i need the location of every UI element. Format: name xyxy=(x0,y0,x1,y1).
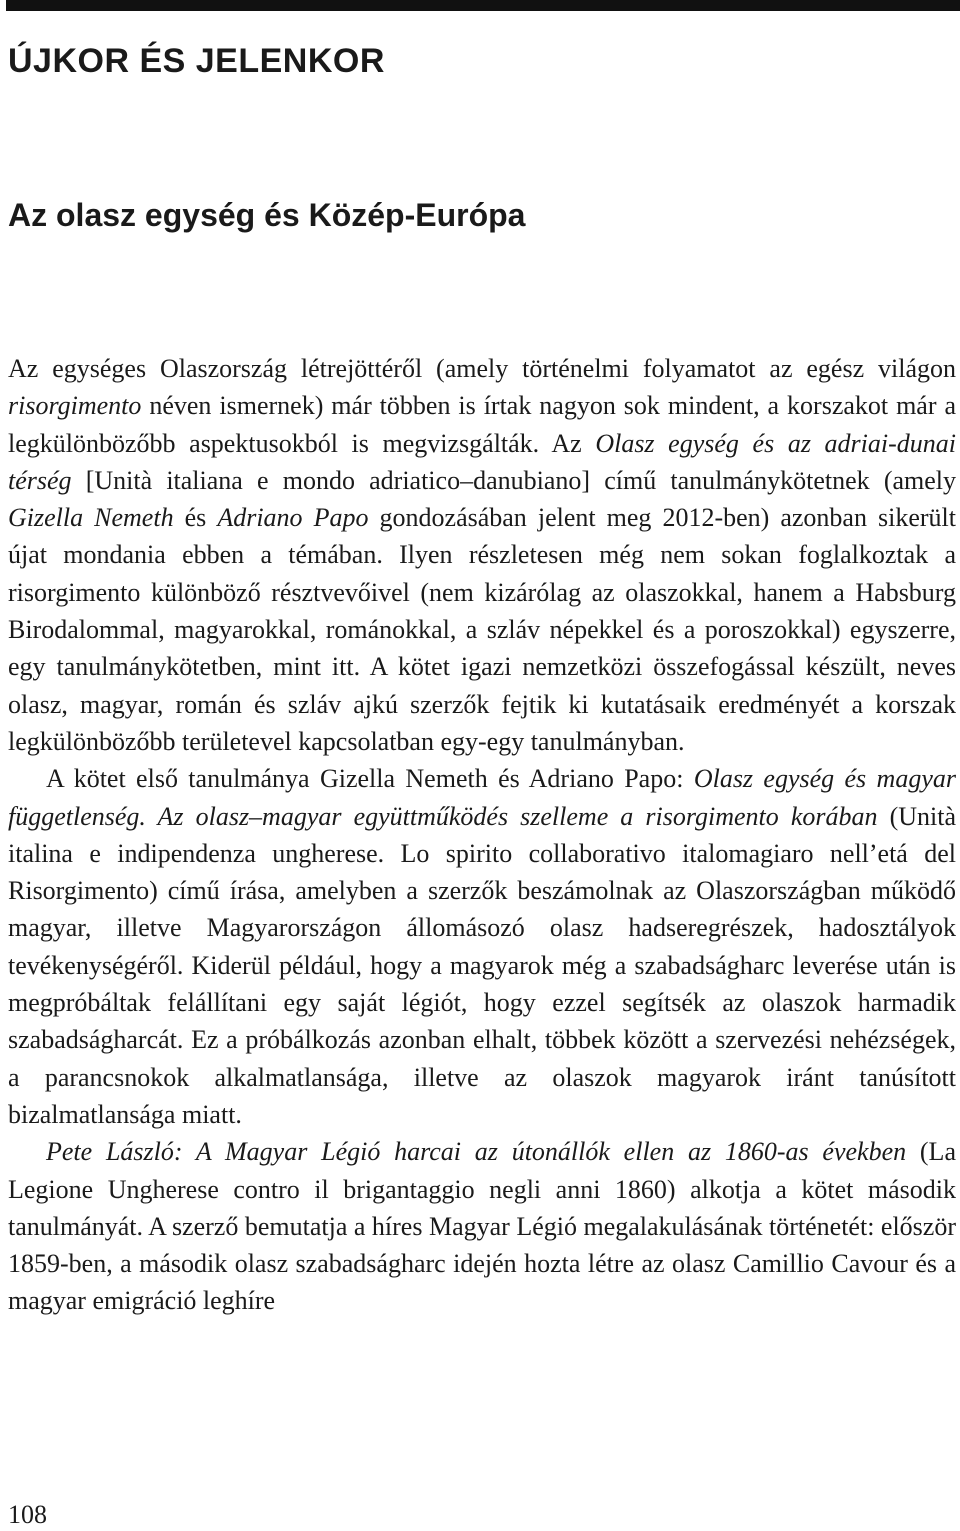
text-segment: [Unità italiana e mondo adriatico–danubiano] című tanulmánykötetnek (amely xyxy=(71,465,956,495)
text-segment: A kötet első tanulmánya Gizella Nemeth és Adriano Papo: xyxy=(46,764,694,794)
italic-text-segment: Gizella Nemeth xyxy=(8,503,174,533)
text-segment: gondozásában jelent meg 2012-ben) azonban sikerült újat mondania ebben a témában. Ilyen részletesen még nem sokan foglalkoztak a risorgimento különböző résztvevőivel (nem kizárólag az olaszokkal, hanem a Habsburg Birodalommal, magyarokkal, románokkal, a szláv népekkel és a poroszokkal) egyszerre, egy tanulmánykötetben, mint itt. A kötet igazi nemzetközi összefogással készült, neves olasz, magyar, román és szláv ajkú szerzők fejtik ki kutatásaik eredményét a korszak legkülönbözőbb területevel kapcsolatban egy-egy tanulmányban. xyxy=(8,503,956,756)
article-title: Az olasz egység és Közép-Európa xyxy=(8,197,526,233)
italic-text-segment: Olasz egység és az adriai-dunai térség xyxy=(8,428,957,495)
paragraph-2 xyxy=(8,760,956,1133)
text-segment: Az egységes Olaszország létrejöttéről (amely történelmi folyamatot az egész világon xyxy=(8,354,956,383)
page-number: 108 xyxy=(8,1500,47,1529)
paragraph-1 xyxy=(8,350,956,760)
paragraph-3 xyxy=(8,1133,956,1319)
section-heading: ÚJKOR ÉS JELENKOR xyxy=(8,42,385,80)
italic-text-segment: risorgimento xyxy=(8,391,142,421)
italic-text-segment: Olasz egység és magyar függetlenség. Az olasz–magyar együttműködés szelleme a risorgimento korában xyxy=(8,764,956,831)
top-rule xyxy=(6,0,960,11)
text-segment: néven ismernek) már többen is írtak nagyon sok mindent, a korszakot már a legkülönbözőbb aspektusokból is megvizsgálták. Az xyxy=(8,391,956,458)
italic-text-segment: Pete László: A Magyar Légió harcai az útonállók ellen az 1860-as években xyxy=(46,1137,907,1167)
italic-text-segment: Adriano Papo xyxy=(217,503,369,533)
text-segment: (La Legione Ungherese contro il brigantaggio negli anni 1860) alkotja a kötet második tanulmányát. A szerző bemutatja a híres Magyar Légió megalakulásának történetét: először 1859-ben, a második olasz szabadságharc idején hozta létre az olasz Camillio Cavour és a magyar emigráció leghíre xyxy=(8,1137,956,1316)
text-segment: (Unità italina e indipendenza ungherese. Lo spirito collaborativo italomagiaro nell’etá del Risorgimento) című írása, amelyben a szerzők beszámolnak az Olaszországban működő magyar, illetve Magyarországon állomásozó olasz hadseregrészek, hadosztályok tevékenységéről. Kiderül például, hogy a magyarok még a szabadságharc leverése után is megpróbáltak felállítani egy saját légiót, hogy ezzel segítsék az olaszok harmadik szabadságharcát. Ez a próbálkozás azonban elhalt, többek között a szervezési nehézségek, a parancsnokok alkalmatlansága, illetve az olaszok magyarok iránt tanúsított bizalmatlansága miatt. xyxy=(8,801,956,1129)
article-body xyxy=(8,350,956,1320)
text-segment: és xyxy=(173,503,218,533)
